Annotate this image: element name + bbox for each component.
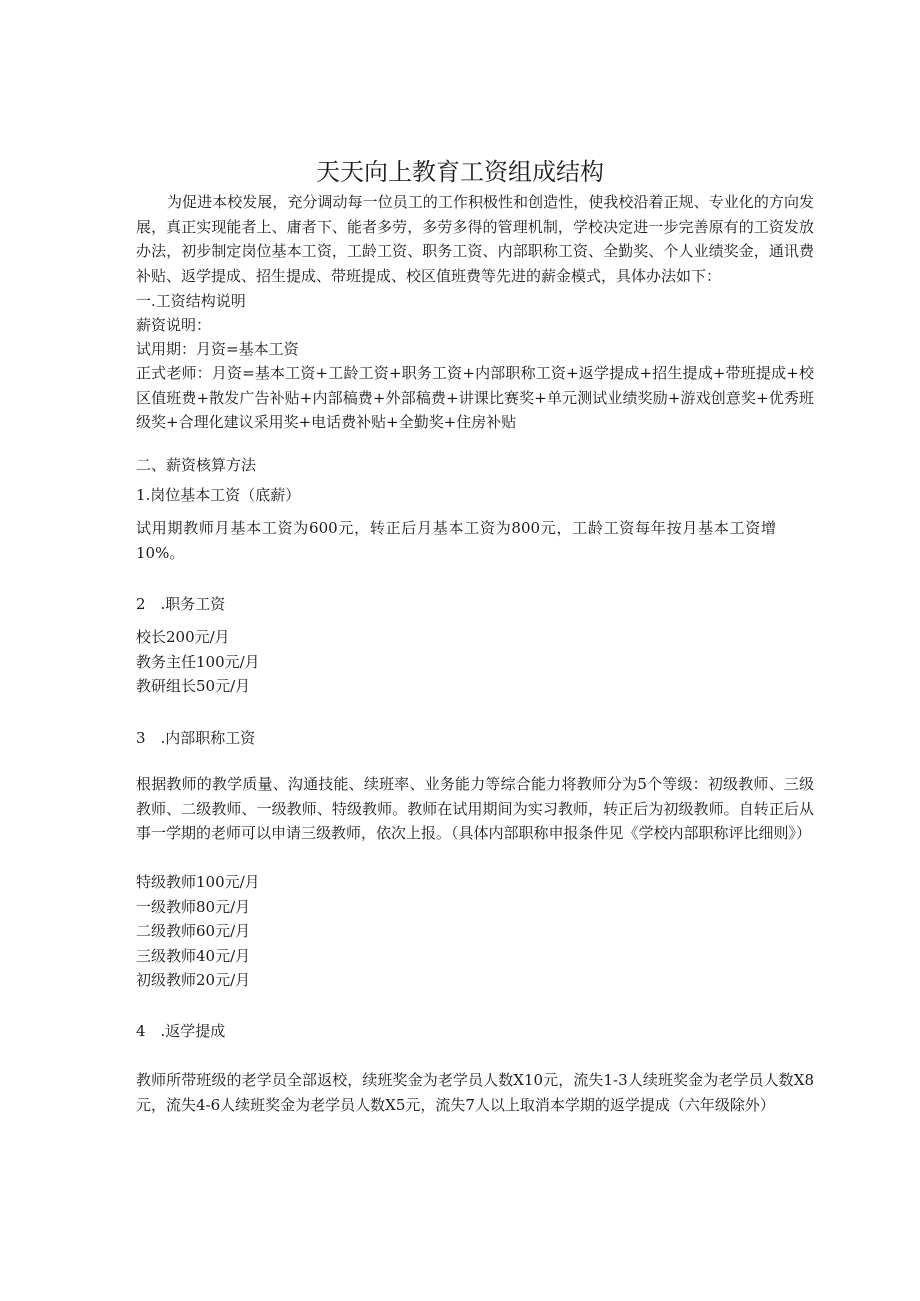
- item1-heading: 1.岗位基本工资（底薪）: [136, 486, 301, 504]
- item2-heading: 2 .职务工资: [136, 595, 226, 613]
- title-salary-third: 三级教师40元/月: [136, 946, 251, 965]
- item1-text: 试用期教师月基本工资为600元，转正后月基本工资为800元，工龄工资每年按月基本工资增10%。: [136, 519, 776, 562]
- formal-formula: 正式老师：月资=基本工资+工龄工资+职务工资+内部职称工资+返学提成+招生提成+带班提成+校区值班费+散发广告补贴+内部稿费+外部稿费+讲课比赛奖+单元测试业绩奖励+游戏创意奖+优秀班级奖+合理化建议采用奖+电话费补贴+全勤奖+住房补贴: [136, 364, 814, 431]
- item3-text: 根据教师的教学质量、沟通技能、续班率、业务能力等综合能力将教师分为5个等级：初级教师、三级教师、二级教师、一级教师、特级教师。教师在试用期间为实习教师，转正后为初级教师。自转正后从事一学期的老师可以申请三级教师，依次上报。（具体内部职称申报条件见《学校内部职称评比细则》）: [136, 775, 814, 842]
- title-salary-special: 特级教师100元/月: [136, 873, 260, 891]
- document-title: 天天向上教育工资组成结构: [316, 158, 604, 186]
- item4-text: 教师所带班级的老学员全部返校，续班奖金为老学员人数X10元，流失1-3人续班奖金为老学员人数X8元，流失4-6人续班奖金为老学员人数X5元，流失7人以上取消本学期的返学提成（六年级除外）: [136, 1071, 814, 1114]
- title-salary-junior: 初级教师20元/月: [136, 971, 251, 989]
- position-salary-group-leader: 教研组长50元/月: [136, 677, 251, 695]
- item3-list: [136, 870, 816, 993]
- item2-list: [136, 625, 816, 699]
- section2-heading: 二、薪资核算方法: [136, 456, 257, 474]
- title-salary-second: 二级教师60元/月: [136, 922, 251, 940]
- position-salary-principal: 校长200元/月: [136, 628, 230, 646]
- section1-heading: 一.工资结构说明: [136, 292, 246, 310]
- item4-heading: 4 .返学提成: [136, 1022, 226, 1040]
- title-salary-first: 一级教师80元/月: [136, 897, 251, 916]
- intro-paragraph: 为促进本校发展，充分调动每一位员工的工作积极性和创造性，使我校沿着正规、专业化的方向发展，真正实现能者上、庸者下、能者多劳，多劳多得的管理机制，学校决定进一步完善原有的工资发放办法，初步制定岗位基本工资，工龄工资、职务工资、内部职称工资、全勤奖、个人业绩奖金，通讯费补贴、返学提成、招生提成、带班提成、校区值班费等先进的薪金模式，具体办法如下：: [136, 193, 814, 285]
- probation-formula: 试用期：月资=基本工资: [136, 340, 299, 358]
- salary-label: 薪资说明：: [136, 316, 212, 334]
- item3-heading: 3 .内部职称工资: [136, 729, 256, 747]
- position-salary-academic-director: 教务主任100元/月: [136, 652, 260, 671]
